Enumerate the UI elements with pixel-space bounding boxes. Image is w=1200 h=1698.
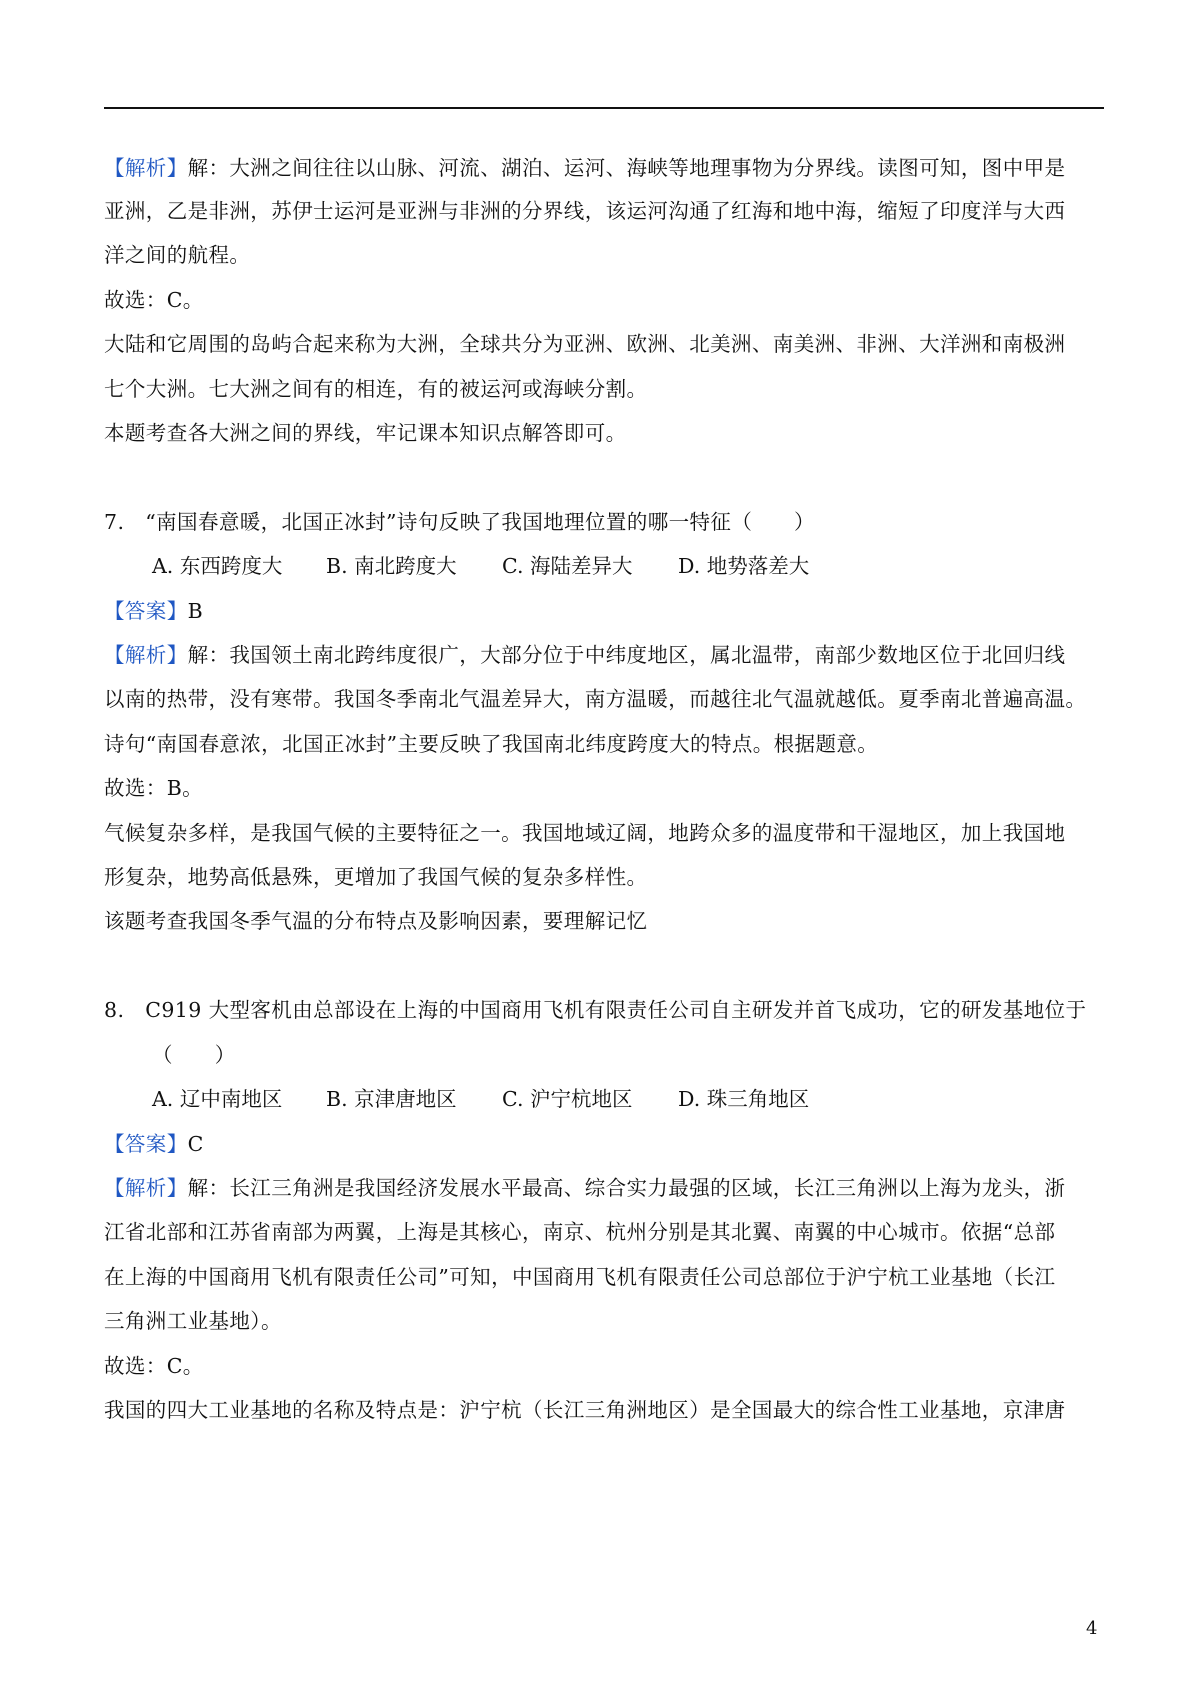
analysis-line: 【解析】解：长江三角洲是我国经济发展水平最高、综合实力最强的区域，长江三角洲以上海为龙头，浙 — [104, 1176, 1066, 1200]
note-line: 大陆和它周围的岛屿合起来称为大洲，全球共分为亚洲、欧洲、北美洲、南美洲、非洲、大洋洲和南极洲 — [104, 332, 1066, 356]
analysis-tag: 【解析】 — [104, 643, 188, 667]
analysis-line: 洋之间的航程。 — [104, 243, 251, 267]
question-8-stem: 8. C919 大型客机由总部设在上海的中国商用飞机有限责任公司自主研发并首飞成功，它的研发基地位于 — [104, 998, 1087, 1022]
note-line: 七个大洲。七大洲之间有的相连，有的被运河或海峡分割。 — [104, 377, 648, 401]
answer-value: C — [187, 1132, 204, 1156]
analysis-line: 以南的热带，没有寒带。我国冬季南北气温差异大，南方温暖，而越往北气温就越低。夏季南北普遍高温。 — [104, 687, 1087, 711]
answer-line — [104, 597, 203, 625]
note-line: 本题考查各大洲之间的界线，牢记课本知识点解答即可。 — [104, 421, 627, 445]
choice-line: 故选：C。 — [104, 288, 204, 312]
option-c: C. 海陆差异大 — [502, 554, 633, 578]
answer-value: B — [187, 599, 204, 623]
analysis-line: 三角洲工业基地）。 — [104, 1309, 282, 1333]
analysis-line: 【解析】解：我国领土南北跨纬度很广，大部分位于中纬度地区，属北温带，南部少数地区位于北回归线 — [104, 643, 1066, 667]
header-rule — [104, 107, 1104, 109]
analysis-line: 在上海的中国商用飞机有限责任公司”可知，中国商用飞机有限责任公司总部位于沪宁杭工业基地（长江 — [104, 1265, 1056, 1289]
answer-tag: 【答案】 — [104, 599, 188, 623]
analysis-line: 【解析】解：大洲之间往往以山脉、河流、湖泊、运河、海峡等地理事物为分界线。读图可知，图中甲是 — [104, 156, 1066, 180]
option-b: B. 京津唐地区 — [326, 1087, 457, 1111]
analysis-line: 江省北部和江苏省南部为两翼，上海是其核心，南京、杭州分别是其北翼、南翼的中心城市。依据“总部 — [104, 1220, 1056, 1244]
answer-tag: 【答案】 — [104, 1132, 188, 1156]
note-line: 该题考查我国冬季气温的分布特点及影响因素，要理解记忆 — [104, 909, 648, 933]
question-7-options — [152, 552, 809, 580]
option-d: D. 珠三角地区 — [678, 1087, 810, 1111]
analysis-line: 诗句“南国春意浓，北国正冰封”主要反映了我国南北纬度跨度大的特点。根据题意。 — [104, 732, 879, 756]
option-a: A. 东西跨度大 — [152, 554, 283, 578]
note-line: 形复杂，地势高低悬殊，更增加了我国气候的复杂多样性。 — [104, 865, 648, 889]
analysis-tag: 【解析】 — [104, 1176, 188, 1200]
page-number: 4 — [1086, 1618, 1098, 1639]
note-line: 气候复杂多样，是我国气候的主要特征之一。我国地域辽阔，地跨众多的温度带和干湿地区，加上我国地 — [104, 821, 1066, 845]
answer-line — [104, 1130, 204, 1158]
choice-line: 故选：C。 — [104, 1354, 204, 1378]
option-d: D. 地势落差大 — [678, 554, 810, 578]
question-7-stem: 7. “南国春意暖，北国正冰封”诗句反映了我国地理位置的哪一特征（ ） — [104, 510, 815, 534]
option-a: A. 辽中南地区 — [152, 1087, 283, 1111]
question-8-options — [152, 1085, 809, 1113]
analysis-tag: 【解析】 — [104, 156, 188, 180]
analysis-line: 亚洲，乙是非洲，苏伊士运河是亚洲与非洲的分界线，该运河沟通了红海和地中海，缩短了印度洋与大西 — [104, 199, 1066, 223]
option-b: B. 南北跨度大 — [326, 554, 457, 578]
option-c: C. 沪宁杭地区 — [502, 1087, 633, 1111]
choice-line: 故选：B。 — [104, 776, 204, 800]
question-8-stem-cont: （ ） — [152, 1043, 236, 1067]
note-line: 我国的四大工业基地的名称及特点是：沪宁杭（长江三角洲地区）是全国最大的综合性工业基地，京津唐 — [104, 1398, 1066, 1422]
